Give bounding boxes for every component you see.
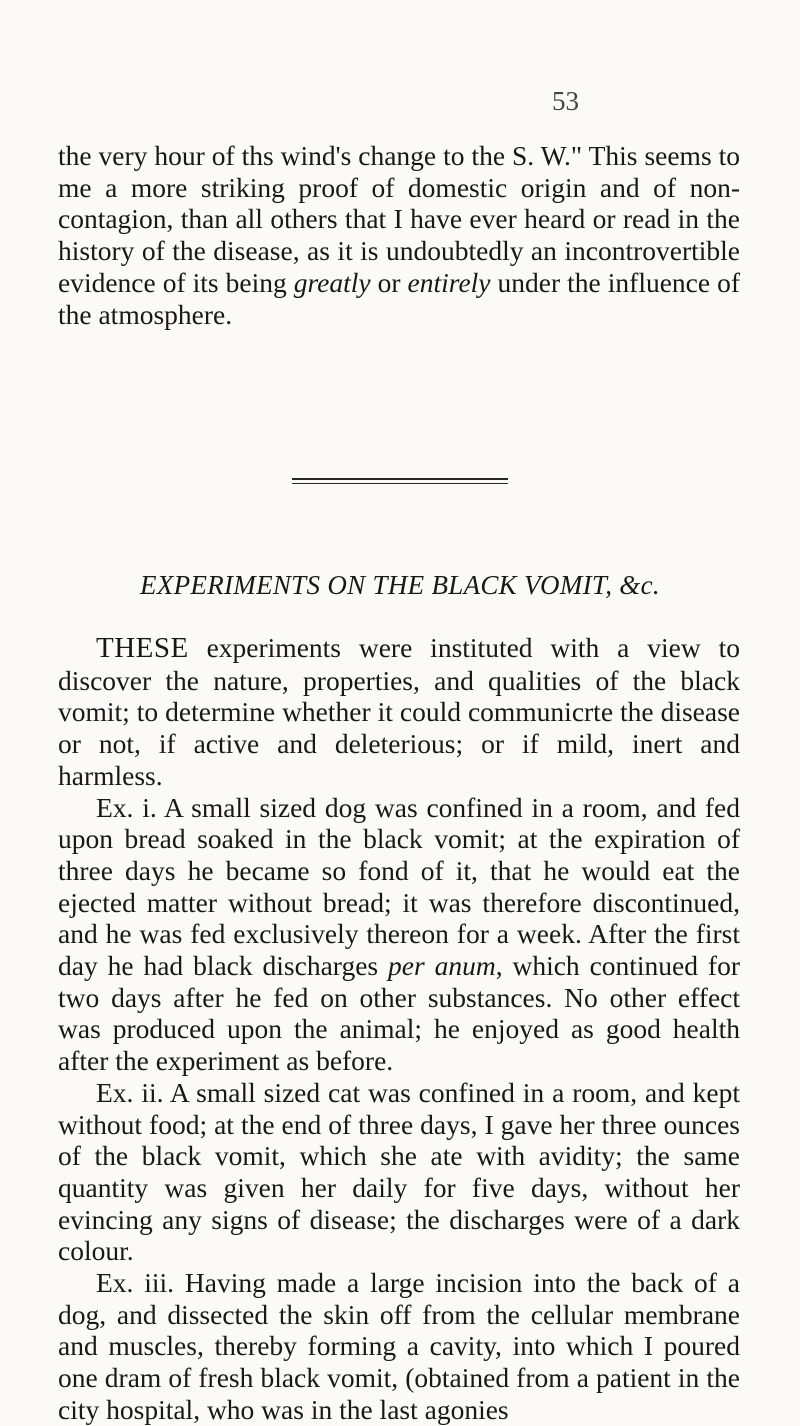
italic-greatly: greatly: [293, 266, 371, 298]
intro-paragraph: [58, 632, 740, 792]
italic-per-anum: per anum: [388, 950, 496, 982]
section-body: [58, 632, 740, 1426]
paragraph-continuation: [58, 140, 740, 330]
experiment-1-paragraph: [58, 792, 740, 1077]
experiment-3-paragraph: [58, 1267, 740, 1426]
section-divider: [292, 478, 508, 484]
text-run: Having made a large incision into the back of a dog, and dissected the skin off from the cellular membrane and muscles, thereby forming a cavity, into which I poured one dram of fresh black vomit, (obtained from a patient in the city hospital, who was in the last agonies: [58, 1267, 740, 1425]
text-run: the very hour of ths wind's change to the S. W." This seems to me a more striking proof of domestic origin and of non-contagion, than all others that I have ever heard or read in the history of the disease, as it is undoubtedly an incontrovertible evidence of its being: [58, 140, 740, 298]
lead-caps: THESE: [96, 632, 189, 664]
text-run: or: [370, 266, 408, 298]
text-run: , which continued for two days after he fed on other substances. No other effect was produced upon the animal; he enjoyed as good health after the experiment as before.: [58, 950, 740, 1077]
page-number: 53: [552, 86, 579, 116]
text-run: A small sized dog was confined in a room, and fed upon bread soaked in the black vomit; at the expiration of three days he became so fond of it, that he would eat the ejected matter without bread; it was therefore discontinued, and he was fed exclusively thereon for a week. After the first day he had black discharges: [58, 791, 740, 982]
experiment-label: Ex. iii.: [96, 1267, 175, 1299]
section-heading: EXPERIMENTS ON THE BLACK VOMIT, &c.: [140, 570, 660, 600]
text-run: A small sized cat was confined in a room, and kept without food; at the end of three days, I gave her three ounces of the black vomit, which she ate with avidity; the same quantity was given her daily for five days, without her evincing any signs of disease; the discharges were of a dark colour.: [58, 1076, 740, 1267]
experiment-label: Ex. i.: [96, 791, 157, 823]
text-run: under the influence of the atmosphere.: [58, 266, 740, 330]
italic-entirely: entirely: [407, 266, 491, 298]
experiment-2-paragraph: [58, 1077, 740, 1267]
continued-paragraph: [58, 140, 740, 330]
text-run: experiments were instituted with a view to discover the nature, properties, and qualities of the black vomit; to determine whether it could communicrte the disease or not, if active and deleterious; or if mild, inert and harmless.: [58, 632, 740, 791]
experiment-label: Ex. ii.: [96, 1076, 164, 1108]
